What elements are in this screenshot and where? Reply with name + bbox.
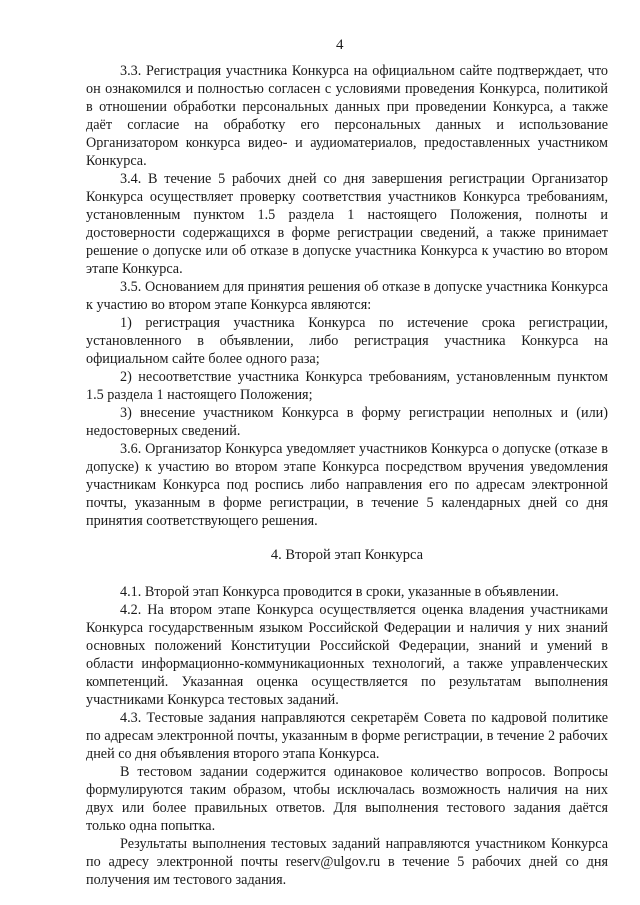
paragraph-test-results: Результаты выполнения тестовых заданий направляются участником Конкурса по адресу электронной почты reserv@ulgov.ru в течение 5 рабочих дней со дня получения им тестового задания. [86, 836, 608, 888]
page-number: 4 [336, 37, 344, 53]
paragraph-3-5: 3.5. Основанием для принятия решения об отказе в допуске участника Конкурса к участию во втором этапе Конкурса являются: [86, 279, 608, 313]
list-item-3: 3) внесение участником Конкурса в форму регистрации неполных и (или) недостоверных сведений. [86, 405, 608, 439]
section-heading: 4. Второй этап Конкурса [270, 547, 424, 563]
paragraph-3-3: 3.3. Регистрация участника Конкурса на официальном сайте подтверждает, что он ознакомился и полностью согласен с условиями проведения Конкурса, политикой в отношении обработки персональных данных при проведении Конкурса, а также даёт согласие на обработку его персональных данных и использование Организатором конкурса видео- и аудиоматериалов, предоставленных участником Конкурса. [86, 63, 608, 169]
paragraph-3-6: 3.6. Организатор Конкурса уведомляет участников Конкурса о допуске (отказе в допуске) к участию во втором этапе Конкурса посредством вручения уведомления участникам Конкурса под роспись либо направления его по адресам электронной почты, указанным в форме регистрации, в течение 5 календарных дней со дня принятия соответствующего решения. [86, 441, 608, 529]
list-item-1: 1) регистрация участника Конкурса по истечение срока регистрации, установленного в объявлении, либо регистрация участника Конкурса на официальном сайте более одного раза; [86, 315, 608, 367]
paragraph-4-2: 4.2. На втором этапе Конкурса осуществляется оценка владения участниками Конкурса государственным языком Российской Федерации и наличия у них знаний основных положений Конституции Российской Федерации, знаний и умений в области информационно-коммуникационных технологий, а также управленческих компетенций. Указанная оценка осуществляется по результатам выполнения участниками Конкурса тестовых заданий. [86, 602, 608, 708]
list-item-2: 2) несоответствие участника Конкурса требованиям, установленным пунктом 1.5 раздела 1 настоящего Положения; [86, 369, 608, 403]
paragraph-test-rules: В тестовом задании содержится одинаковое количество вопросов. Вопросы формулируются таким образом, чтобы исключалась возможность наличия на них двух или более правильных ответов. Для выполнения тестового задания даётся только одна попытка. [86, 764, 608, 834]
paragraph-4-1: 4.1. Второй этап Конкурса проводится в сроки, указанные в объявлении. [120, 584, 559, 600]
paragraph-3-4: 3.4. В течение 5 рабочих дней со дня завершения регистрации Организатор Конкурса осуществляет проверку соответствия участников Конкурса требованиям, установленным пунктом 1.5 раздела 1 настоящего Положения, полноты и достоверности содержащихся в форме регистрации сведений, а также принимает решение о допуске или об отказе в допуске участника Конкурса к участию во втором этапе Конкурса. [86, 171, 608, 277]
document-body [86, 62, 608, 889]
paragraph-4-3: 4.3. Тестовые задания направляются секретарём Совета по кадровой политике по адресам электронной почты, указанным в форме регистрации, в течение 2 рабочих дней со дня объявления второго этапа Конкурса. [86, 710, 608, 762]
